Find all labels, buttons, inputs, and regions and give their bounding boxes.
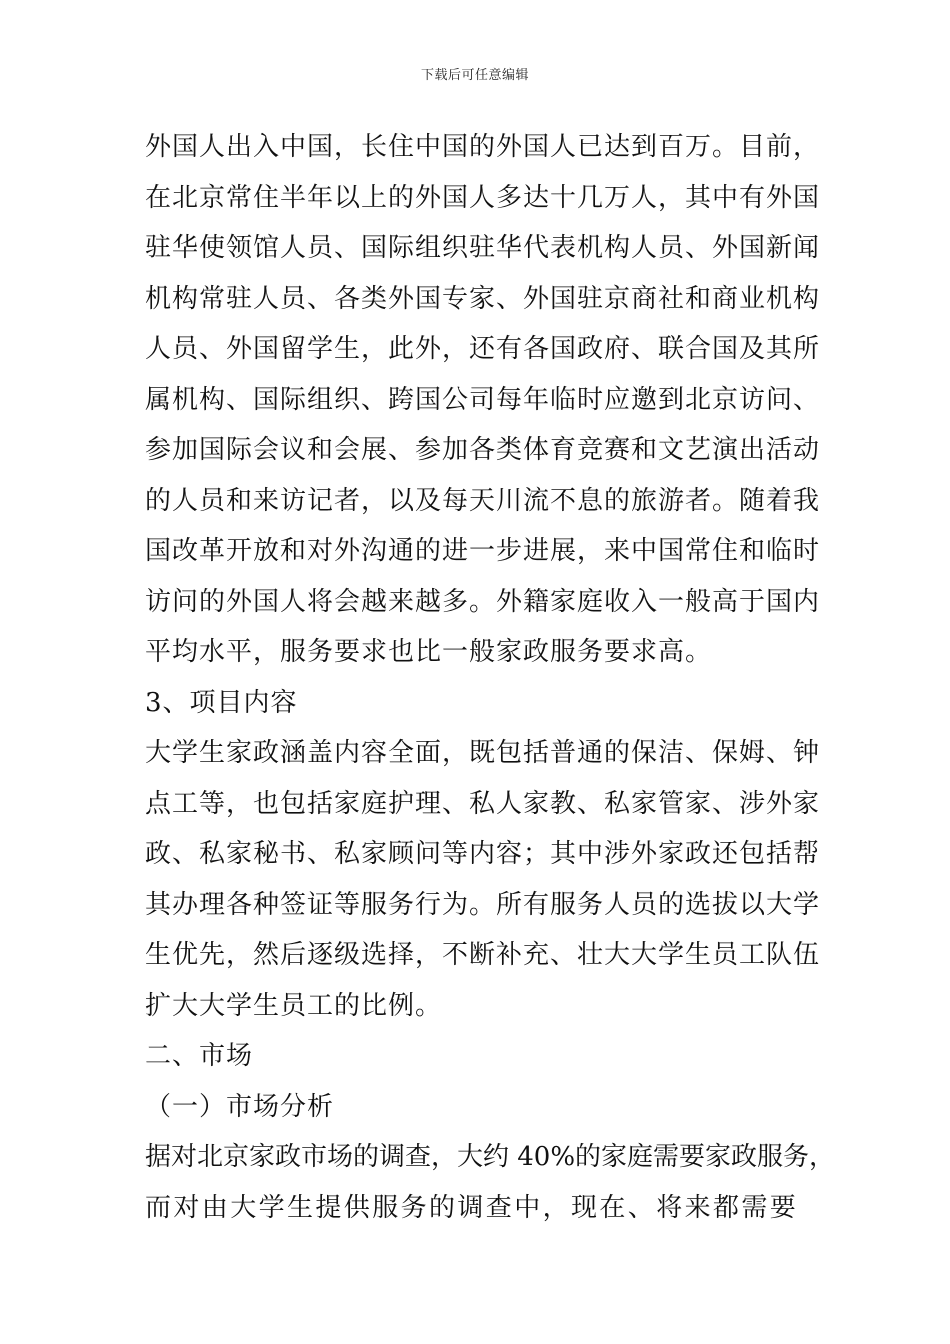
paragraph-line: 政、私家秘书、私家顾问等内容；其中涉外家政还包括帮 [145, 839, 821, 869]
paragraph-line: 而对由大学生提供服务的调查中，现在、将来都需要 [145, 1192, 799, 1223]
paragraph-line: 大学生家政涵盖内容全面，既包括普通的保洁、保姆、钟 [145, 738, 821, 768]
paragraph-line: 驻华使领馆人员、国际组织驻华代表机构人员、外国新闻 [145, 233, 821, 263]
paragraph-line: 机构常驻人员、各类外国专家、外国驻京商社和商业机构 [145, 283, 821, 314]
paragraph-line: 外国人出入中国，长住中国的外国人已达到百万。目前， [145, 132, 821, 162]
subsection-heading: （一）市场分析 [145, 1091, 335, 1122]
paragraph-line: 点工等，也包括家庭护理、私人家教、私家管家、涉外家 [145, 788, 821, 819]
document-body [145, 122, 836, 1233]
paragraph-line: 人员、外国留学生，此外，还有各国政府、联合国及其所 [145, 334, 821, 364]
section-heading: 3、项目内容 [145, 687, 298, 718]
page-header: 下载后可任意编辑 [420, 68, 529, 83]
paragraph-line: 扩大大学生员工的比例。 [145, 990, 443, 1021]
paragraph-line: 在北京常住半年以上的外国人多达十几万人，其中有外国 [145, 182, 821, 213]
paragraph-line: 国改革开放和对外沟通的进一步进展，来中国常住和临时 [145, 536, 821, 566]
paragraph-line: 平均水平，服务要求也比一般家政服务要求高。 [145, 637, 713, 667]
paragraph-line: 其办理各种签证等服务行为。所有服务人员的选拔以大学 [145, 889, 821, 920]
paragraph-line: 参加国际会议和会展、参加各类体育竞赛和文艺演出活动 [145, 435, 821, 465]
paragraph-line: 属机构、国际组织、跨国公司每年临时应邀到北京访问、 [145, 384, 821, 415]
section-heading: 二、市场 [145, 1041, 254, 1071]
paragraph-line: 访问的外国人将会越来越多。外籍家庭收入一般高于国内 [145, 586, 821, 617]
paragraph-line: 的人员和来访记者，以及每天川流不息的旅游者。随着我 [145, 485, 821, 516]
paragraph-line: 生优先，然后逐级选择，不断补充、壮大大学生员工队伍 [145, 940, 821, 970]
paragraph-line: 据对北京家政市场的调查，大约 40%的家庭需要家政服务， [145, 1142, 836, 1172]
